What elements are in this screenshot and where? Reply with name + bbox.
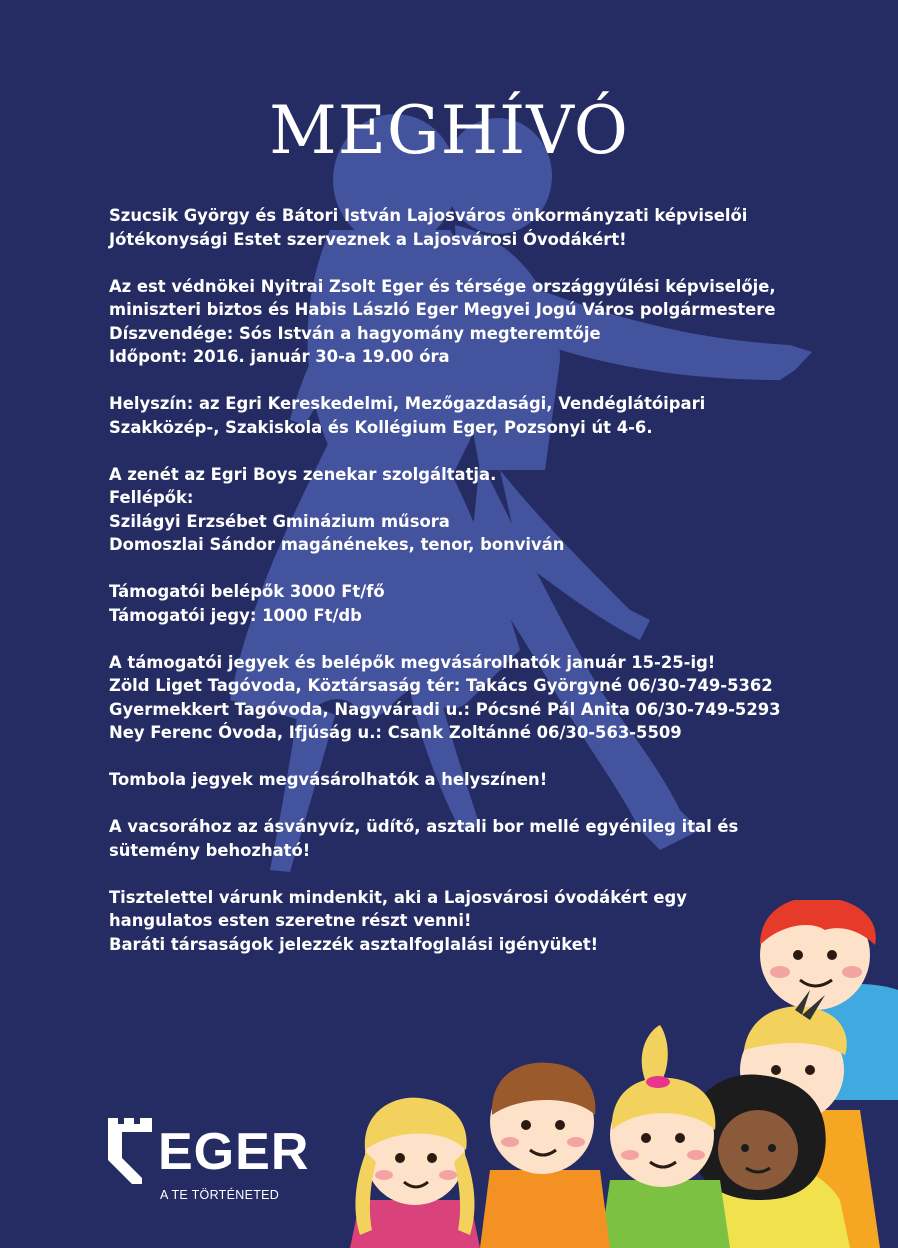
cartoon-children-illustration (340, 900, 898, 1248)
text-line: Támogatói belépők 3000 Ft/fő (109, 582, 385, 601)
text-line: Időpont: 2016. január 30-a 19.00 óra (109, 347, 450, 366)
text-line: Szilágyi Erzsébet Gminázium műsora (109, 511, 450, 531)
logo-tagline: A TE TÖRTÉNETED (160, 1188, 280, 1202)
text-line: Jótékonysági Estet szerveznek a Lajosvárosi Óvodákért! (109, 229, 627, 249)
text-line: Domoszlai Sándor magánénekes, tenor, bonviván (109, 535, 565, 554)
text-line: Baráti társaságok jelezzék asztalfoglalási igényüket! (109, 934, 599, 954)
paragraph-ticket-sales (109, 651, 809, 745)
invitation-body (109, 204, 809, 980)
text-line: Díszvendége: Sós István a hagyomány megteremtője (109, 323, 601, 343)
paragraph-dinner (109, 815, 809, 862)
text-line: Szakközép-, Szakiskola és Kollégium Eger, Pozsonyi út 4-6. (109, 417, 653, 437)
text-line: sütemény behozható! (109, 840, 311, 860)
paragraph-patrons (109, 275, 809, 369)
text-line: Helyszín: az Egri Kereskedelmi, Mezőgazdasági, Vendéglátóipari (109, 394, 706, 413)
eger-castle-mark-icon (108, 1118, 156, 1184)
eger-logo (108, 1118, 328, 1208)
paragraph-tombola (109, 768, 809, 792)
text-line: Fellépők: (109, 488, 194, 507)
text-line: Ney Ferenc Óvoda, Ifjúság u.: Csank Zoltánné 06/30-563-5509 (109, 723, 682, 742)
text-line: miniszteri biztos és Habis László Eger Megyei Jogú Város polgármestere (109, 300, 776, 319)
text-line: Gyermekkert Tagóvoda, Nagyváradi u.: Pócsné Pál Anita 06/30-749-5293 (109, 699, 781, 719)
brown-haired-boy-icon (480, 1063, 610, 1248)
text-line: A támogatói jegyek és belépők megvásárolhatók január 15-25-ig! (109, 652, 716, 672)
paragraph-venue (109, 392, 809, 439)
text-line: Támogatói jegy: 1000 Ft/db (109, 605, 362, 625)
text-line: Tombola jegyek megvásárolhatók a helyszínen! (109, 770, 548, 789)
paragraph-organizers (109, 204, 809, 251)
text-line: Zöld Liget Tagóvoda, Köztársaság tér: Takács Györgyné 06/30-749-5362 (109, 676, 773, 695)
ponytail-girl-icon (600, 1025, 730, 1248)
logo-wordmark: EGER (158, 1123, 310, 1181)
page-title: MEGHÍVÓ (269, 92, 629, 169)
braided-girl-icon (350, 1098, 480, 1248)
text-line: A vacsorához az ásványvíz, üdítő, asztali bor mellé egyénileg ital és (109, 817, 739, 836)
text-line: Szucsik György és Bátori István Lajosváros önkormányzati képviselői (109, 206, 748, 225)
text-line: A zenét az Egri Boys zenekar szolgáltatja. (109, 464, 497, 484)
text-line: Tisztelettel várunk mindenkit, aki a Lajosvárosi óvodákért egy (109, 887, 687, 907)
paragraph-performers (109, 463, 809, 557)
paragraph-prices (109, 580, 809, 627)
text-line: hangulatos esten szeretne részt venni! (109, 911, 472, 930)
text-line: Az est védnökei Nyitrai Zsolt Eger és térsége országgyűlési képviselője, (109, 276, 776, 296)
